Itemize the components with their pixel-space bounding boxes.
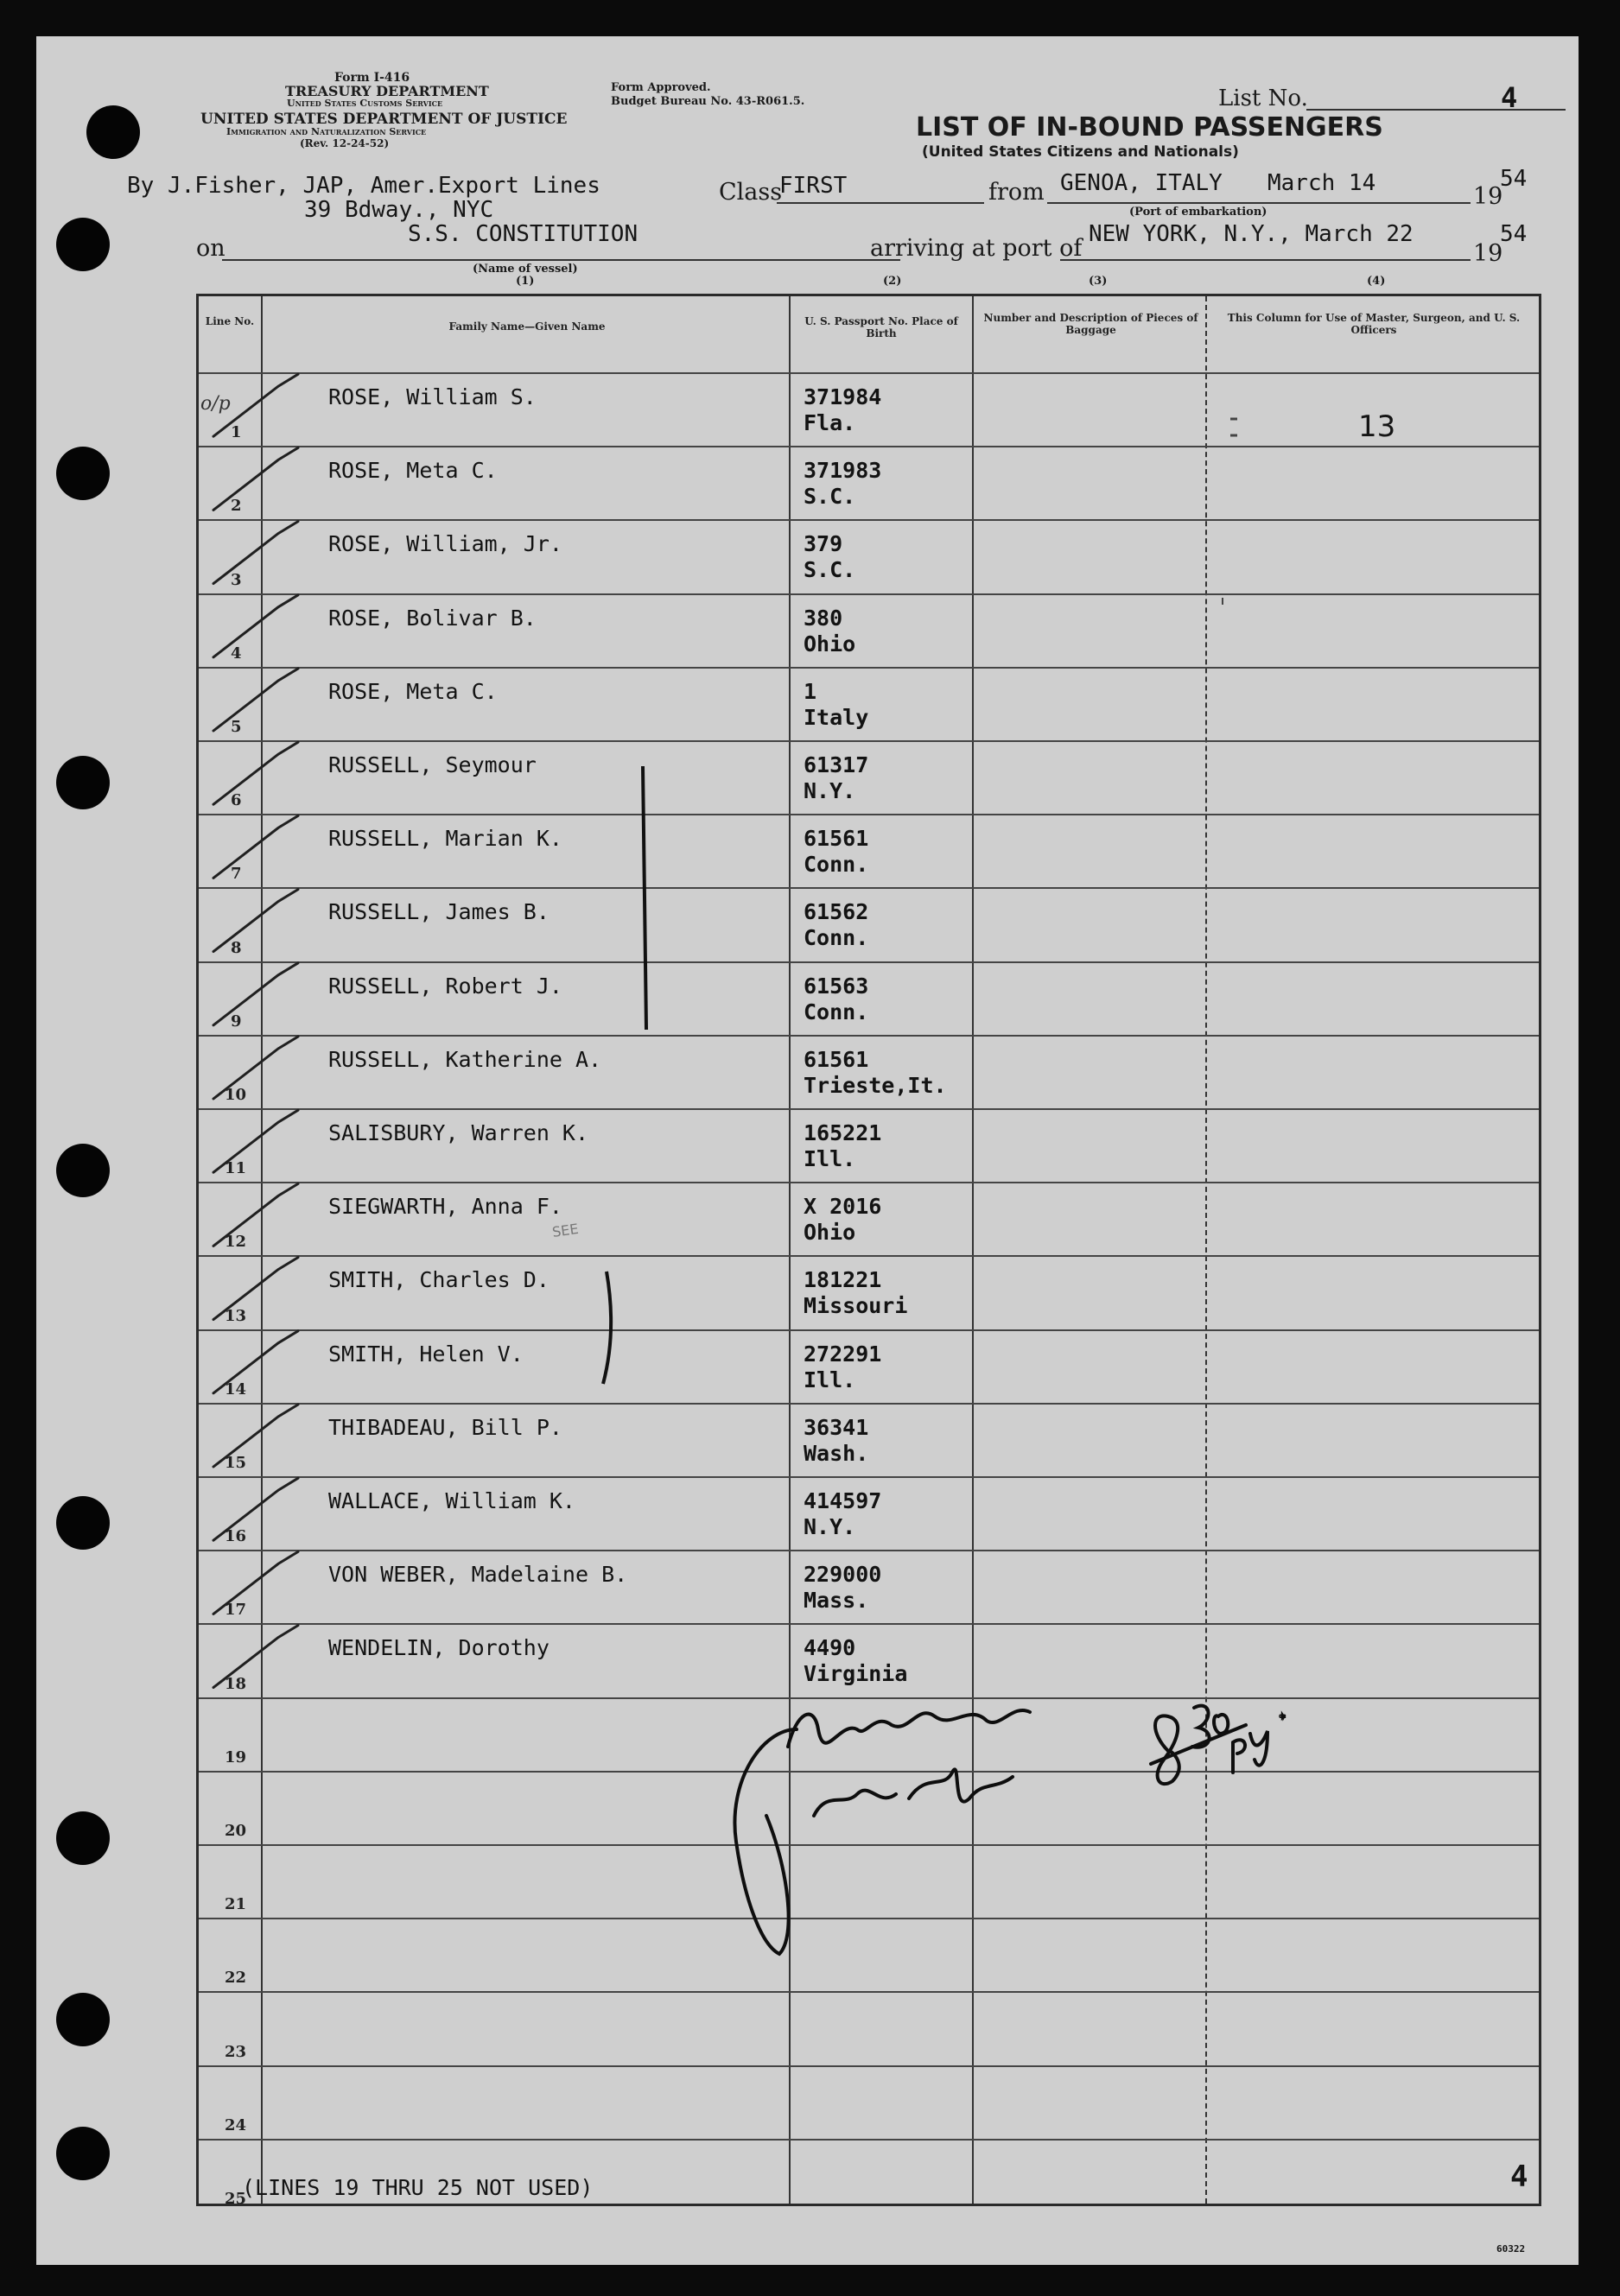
page-number: 4	[1510, 2160, 1528, 2194]
justice-department: UNITED STATES DEPARTMENT OF JUSTICE	[200, 111, 568, 128]
year-prefix-2: 19	[1473, 240, 1503, 267]
line-number: 20	[225, 1821, 247, 1840]
line-number: 4	[231, 644, 242, 663]
check-mark	[213, 1258, 298, 1320]
embarkation-port: GENOA, ITALY	[1060, 170, 1223, 196]
passenger-name: SIEGWARTH, Anna F.	[328, 1194, 562, 1220]
check-mark	[213, 890, 298, 952]
passenger-name: ROSE, Bolivar B.	[328, 605, 537, 631]
col-num-4: (4)	[1367, 275, 1386, 288]
margin-bracket-mark-2	[603, 1272, 611, 1384]
line-number: 15	[225, 1453, 247, 1472]
arrival-port-date: NEW YORK, N.Y., March 22	[1089, 221, 1414, 247]
passport-number: X 2016	[804, 1194, 882, 1220]
passport-number: 371983	[804, 458, 882, 484]
col-num-2: (2)	[883, 275, 902, 288]
passport-number: 61317	[804, 752, 869, 777]
place-of-birth: Conn.	[804, 999, 869, 1024]
passport-number: 165221	[804, 1120, 882, 1145]
line-number: 25	[225, 2189, 247, 2208]
footer-code: 60322	[1496, 2243, 1526, 2255]
margin-bracket-mark	[643, 766, 646, 1030]
passport-number: 61561	[804, 1046, 869, 1072]
manifest-sheet	[36, 36, 1579, 2265]
passenger-name: VON WEBER, Madelaine B.	[328, 1562, 628, 1588]
time-annotation	[1151, 1706, 1284, 1785]
passenger-name: ROSE, William S.	[328, 384, 537, 409]
passport-number: 61563	[804, 973, 869, 999]
line-number: 3	[231, 570, 242, 589]
passport-number: 61562	[804, 899, 869, 925]
place-of-birth: Wash.	[804, 1440, 869, 1466]
unused-lines-note: (LINES 19 THRU 25 NOT USED)	[242, 2174, 594, 2200]
passenger-name: RUSSELL, Seymour	[328, 752, 537, 777]
line-number: 6	[231, 791, 242, 810]
passenger-name: SMITH, Helen V.	[328, 1341, 524, 1367]
passenger-name: ROSE, William, Jr.	[328, 531, 562, 557]
passenger-name: SALISBURY, Warren K.	[328, 1120, 589, 1145]
place-of-birth: N.Y.	[804, 1514, 856, 1539]
place-of-birth: Virginia	[804, 1661, 908, 1687]
line-number: 5	[231, 717, 242, 736]
form-title: LIST OF IN-BOUND PASSENGERS	[916, 112, 1383, 143]
passport-number: 371984	[804, 384, 882, 409]
passenger-name: SMITH, Charles D.	[328, 1267, 550, 1293]
check-mark	[213, 595, 298, 657]
col-header-passport: U. S. Passport No. Place of Birth	[804, 315, 958, 339]
row12-stamp: SEE	[550, 1220, 580, 1240]
line-number: 8	[231, 938, 242, 957]
line-number: 17	[225, 1601, 247, 1620]
col-num-1: (1)	[516, 275, 535, 288]
line-number: 7	[231, 865, 242, 884]
officer-count: 13	[1358, 409, 1396, 444]
col-header-officers: This Column for Use of Master, Surgeon, and U. S. Officers	[1227, 312, 1521, 336]
line-number: 24	[225, 2115, 247, 2134]
line-number: 12	[225, 1233, 247, 1252]
line-number: 22	[225, 1969, 247, 1988]
passport-number: 380	[804, 605, 843, 631]
line-number: 9	[231, 1012, 242, 1031]
place-of-birth: Ill.	[804, 1146, 856, 1171]
col-header-name: Family Name—Given Name	[448, 320, 606, 333]
ins-service: Immigration and Naturalization Service	[226, 126, 427, 137]
class-value: FIRST	[779, 173, 848, 199]
passenger-name: WALLACE, William K.	[328, 1488, 575, 1513]
passport-number: 379	[804, 531, 843, 557]
passport-number: 272291	[804, 1341, 882, 1367]
place-of-birth: S.C.	[804, 557, 856, 583]
embarkation-date: March 14	[1267, 170, 1376, 196]
arriving-label: arriving at port of	[870, 235, 1083, 262]
passport-number: 229000	[804, 1562, 882, 1588]
line-number: 13	[225, 1306, 247, 1325]
agent-line: By J.Fisher, JAP, Amer.Export Lines	[127, 173, 600, 199]
officer-signature	[734, 1710, 1030, 1954]
customs-service: United States Customs Service	[287, 98, 443, 109]
line-number: 10	[225, 1085, 247, 1104]
col-header-line-no: Line No.	[205, 315, 255, 327]
place-of-birth: Conn.	[804, 925, 869, 951]
line-number: 14	[225, 1380, 247, 1399]
year-prefix-1: 19	[1473, 183, 1503, 210]
place-of-birth: Conn.	[804, 852, 869, 878]
place-of-birth: Mass.	[804, 1588, 869, 1614]
list-no-label: List No.	[1218, 86, 1308, 111]
port-embarkation-caption: (Port of embarkation)	[1129, 206, 1267, 219]
tally-mark	[1230, 419, 1237, 435]
form-number: Form I-416	[334, 71, 410, 85]
passenger-name: ROSE, Meta C.	[328, 458, 498, 484]
passport-number: 36341	[804, 1414, 869, 1440]
line-number: 21	[225, 1895, 247, 1914]
place-of-birth: Missouri	[804, 1293, 908, 1319]
place-of-birth: Ill.	[804, 1367, 856, 1392]
handwritten-marks	[36, 36, 1579, 2265]
place-of-birth: Ohio	[804, 631, 856, 656]
form-approved: Form Approved.	[611, 81, 711, 94]
check-mark	[213, 1626, 298, 1688]
line-number: 1	[231, 423, 242, 442]
agent-address: 39 Bdway., NYC	[304, 197, 494, 223]
form-revision: (Rev. 12-24-52)	[300, 137, 390, 149]
check-mark	[213, 742, 298, 804]
passenger-name: WENDELIN, Dorothy	[328, 1635, 550, 1661]
line-number: 23	[225, 2042, 247, 2061]
check-mark	[213, 1331, 298, 1393]
from-label: from	[988, 179, 1045, 206]
place-of-birth: N.Y.	[804, 778, 856, 803]
year-value-2: 54	[1500, 221, 1528, 247]
passenger-name: RUSSELL, James B.	[328, 899, 550, 925]
check-mark	[213, 963, 298, 1025]
passenger-name: ROSE, Meta C.	[328, 678, 498, 704]
vessel-name: S.S. CONSTITUTION	[408, 221, 638, 247]
place-of-birth: Trieste,It.	[804, 1072, 947, 1098]
place-of-birth: Fla.	[804, 410, 856, 435]
form-subtitle: (United States Citizens and Nationals)	[922, 143, 1239, 161]
passenger-name: RUSSELL, Marian K.	[328, 826, 562, 852]
line-number: 19	[225, 1747, 247, 1766]
passenger-name: RUSSELL, Robert J.	[328, 973, 562, 999]
check-mark	[213, 669, 298, 731]
time-note: 8:30 pm	[1280, 1716, 1285, 1717]
row1-margin-mark: o/p	[200, 393, 231, 415]
col-header-baggage: Number and Description of Pieces of Baggage	[983, 312, 1198, 336]
line-number: 11	[225, 1159, 247, 1178]
line-number: 2	[231, 497, 242, 516]
check-mark	[213, 522, 298, 584]
passport-number: 4490	[804, 1635, 856, 1661]
passport-number: 181221	[804, 1267, 882, 1293]
passenger-name: RUSSELL, Katherine A.	[328, 1046, 602, 1072]
year-value-1: 54	[1500, 166, 1528, 192]
check-mark	[213, 1551, 298, 1614]
check-mark	[213, 1037, 298, 1099]
place-of-birth: Italy	[804, 704, 869, 730]
col-num-3: (3)	[1089, 275, 1108, 288]
check-mark	[213, 447, 298, 510]
place-of-birth: S.C.	[804, 484, 856, 510]
budget-bureau-no: Budget Bureau No. 43-R061.5.	[611, 95, 805, 108]
vessel-caption: (Name of vessel)	[473, 263, 578, 276]
list-no-value: 4	[1501, 81, 1518, 114]
passport-number: 414597	[804, 1488, 882, 1513]
passport-number: 61561	[804, 826, 869, 852]
line-number: 18	[225, 1674, 247, 1693]
treasury-department: TREASURY DEPARTMENT	[285, 83, 489, 99]
place-of-birth: Ohio	[804, 1220, 856, 1246]
line-number: 16	[225, 1527, 247, 1546]
check-mark	[213, 1110, 298, 1172]
check-mark	[213, 815, 298, 878]
class-label: Class	[719, 179, 783, 206]
check-mark	[213, 1405, 298, 1467]
on-label: on	[196, 235, 226, 262]
passport-number: 1	[804, 678, 817, 704]
check-mark	[213, 1183, 298, 1246]
check-mark	[213, 1478, 298, 1540]
passenger-name: THIBADEAU, Bill P.	[328, 1414, 562, 1440]
